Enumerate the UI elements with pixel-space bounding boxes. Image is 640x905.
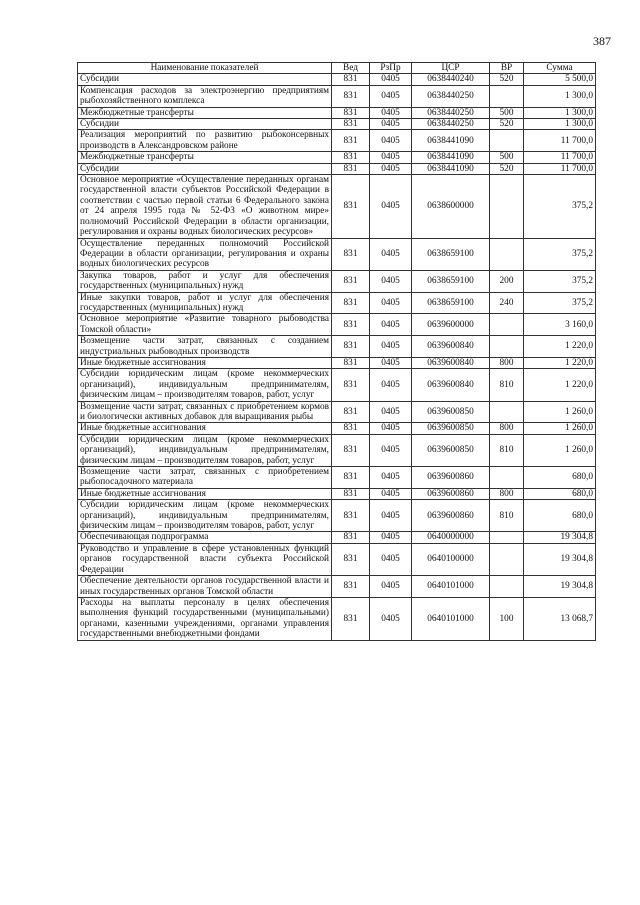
cell-name: Руководство и управление в сфере установленных функций органов государственной власти субъекта Российской Федерации (78, 543, 332, 575)
cell-name: Субсидии юридическим лицам (кроме некоммерческих организаций), индивидуальным предпринимателям, физическим лицам – производителям товаров, работ, услуг (78, 500, 332, 532)
cell-sum: 1 260,0 (524, 401, 596, 423)
table-row (78, 543, 596, 575)
cell-vr: 810 (490, 369, 524, 401)
table-row (78, 74, 596, 85)
cell-sum: 1 220,0 (524, 369, 596, 401)
cell-sum: 5 500,0 (524, 74, 596, 85)
column-header-csr: ЦСР (412, 63, 490, 74)
cell-rzpr: 0405 (370, 576, 412, 598)
cell-rzpr: 0405 (370, 163, 412, 174)
cell-rzpr: 0405 (370, 292, 412, 314)
cell-ved: 831 (332, 238, 370, 270)
cell-ved: 831 (332, 85, 370, 107)
table-row (78, 369, 596, 401)
cell-ved: 831 (332, 152, 370, 163)
cell-sum: 19 304,8 (524, 543, 596, 575)
cell-name: Компенсация расходов за электроэнергию предприятиям рыбохозяйственного комплекса (78, 85, 332, 107)
cell-ved: 831 (332, 597, 370, 640)
cell-rzpr: 0405 (370, 357, 412, 368)
cell-ved: 831 (332, 467, 370, 489)
cell-name: Межбюджетные трансферты (78, 152, 332, 163)
table-row (78, 107, 596, 118)
column-header-rzpr: РзПр (370, 63, 412, 74)
cell-vr (490, 576, 524, 598)
cell-ved: 831 (332, 488, 370, 499)
budget-table (77, 62, 596, 641)
cell-ved: 831 (332, 119, 370, 130)
cell-sum: 1 220,0 (524, 336, 596, 358)
table-body (78, 74, 596, 640)
cell-ved: 831 (332, 576, 370, 598)
cell-sum: 680,0 (524, 488, 596, 499)
table-row (78, 576, 596, 598)
cell-rzpr: 0405 (370, 532, 412, 543)
cell-rzpr: 0405 (370, 314, 412, 336)
cell-vr (490, 130, 524, 152)
cell-ved: 831 (332, 369, 370, 401)
cell-sum: 1 220,0 (524, 357, 596, 368)
cell-name: Субсидии (78, 163, 332, 174)
cell-sum: 680,0 (524, 467, 596, 489)
cell-name: Субсидии (78, 119, 332, 130)
table-row (78, 401, 596, 423)
cell-rzpr: 0405 (370, 434, 412, 466)
cell-vr: 810 (490, 500, 524, 532)
cell-csr: 0638600000 (412, 175, 490, 238)
cell-csr: 0640100000 (412, 543, 490, 575)
cell-name: Основное мероприятие «Осуществление переданных органам государственной власти субъектов Российской Федерации в соответствии с частью первой статьи 6 Федерального закона от 24 апреля 1995 года № 52-ФЗ «О животном мире» полномочий Российской Федерации в области организации, регулирования и охраны водных биологических ресурсов» (78, 175, 332, 238)
cell-name: Расходы на выплаты персоналу в целях обеспечения выполнения функций государственными (муниципальными) органами, казенными учреждениями, органами управления государственными внебюджетными фондами (78, 597, 332, 640)
cell-rzpr: 0405 (370, 130, 412, 152)
cell-ved: 831 (332, 500, 370, 532)
cell-csr: 0639600860 (412, 488, 490, 499)
cell-rzpr: 0405 (370, 336, 412, 358)
cell-csr: 0638440250 (412, 119, 490, 130)
cell-name: Реализация мероприятий по развитию рыбоконсервных производств в Александровском районе (78, 130, 332, 152)
cell-csr: 0638441090 (412, 163, 490, 174)
cell-name: Межбюджетные трансферты (78, 107, 332, 118)
cell-ved: 831 (332, 107, 370, 118)
cell-csr: 0640101000 (412, 597, 490, 640)
cell-rzpr: 0405 (370, 500, 412, 532)
cell-name: Обеспечивающая подпрограмма (78, 532, 332, 543)
cell-vr (490, 467, 524, 489)
cell-vr: 500 (490, 152, 524, 163)
cell-csr: 0639600860 (412, 500, 490, 532)
column-header-vr: ВР (490, 63, 524, 74)
cell-csr: 0638441090 (412, 130, 490, 152)
cell-csr: 0638440250 (412, 107, 490, 118)
table-row (78, 434, 596, 466)
cell-sum: 1 300,0 (524, 85, 596, 107)
table-row (78, 488, 596, 499)
cell-rzpr: 0405 (370, 152, 412, 163)
page-number: 387 (593, 34, 611, 48)
cell-csr: 0639600840 (412, 336, 490, 358)
cell-vr: 500 (490, 107, 524, 118)
cell-ved: 831 (332, 336, 370, 358)
cell-sum: 680,0 (524, 500, 596, 532)
cell-rzpr: 0405 (370, 119, 412, 130)
cell-ved: 831 (332, 74, 370, 85)
table-row (78, 130, 596, 152)
cell-rzpr: 0405 (370, 401, 412, 423)
cell-name: Закупка товаров, работ и услуг для обеспечения государственных (муниципальных) нужд (78, 270, 332, 292)
column-header-name: Наименование показателей (78, 63, 332, 74)
cell-vr: 100 (490, 597, 524, 640)
cell-vr (490, 336, 524, 358)
cell-csr: 0638659100 (412, 292, 490, 314)
cell-name: Субсидии (78, 74, 332, 85)
cell-csr: 0640000000 (412, 532, 490, 543)
cell-ved: 831 (332, 130, 370, 152)
cell-sum: 19 304,8 (524, 532, 596, 543)
table-row (78, 336, 596, 358)
table-row (78, 152, 596, 163)
cell-name: Субсидии юридическим лицам (кроме некоммерческих организаций), индивидуальным предпринимателям, физическим лицам – производителям товаров, работ, услуг (78, 434, 332, 466)
cell-rzpr: 0405 (370, 85, 412, 107)
cell-ved: 831 (332, 292, 370, 314)
cell-csr: 0639600840 (412, 357, 490, 368)
cell-ved: 831 (332, 532, 370, 543)
cell-vr: 800 (490, 423, 524, 434)
cell-name: Осуществление переданных полномочий Российской Федерации в области организации, регулирования и охраны водных биологических ресурсов (78, 238, 332, 270)
cell-rzpr: 0405 (370, 488, 412, 499)
cell-rzpr: 0405 (370, 74, 412, 85)
cell-sum: 375,2 (524, 175, 596, 238)
cell-csr: 0639600840 (412, 369, 490, 401)
cell-csr: 0639600850 (412, 434, 490, 466)
cell-name: Возмещение части затрат, связанных с приобретением кормов и биологически активных добавок для выращивания рыбы (78, 401, 332, 423)
cell-csr: 0639600850 (412, 401, 490, 423)
column-header-ved: Вед (332, 63, 370, 74)
table-row (78, 163, 596, 174)
table-row (78, 119, 596, 130)
cell-ved: 831 (332, 423, 370, 434)
cell-rzpr: 0405 (370, 597, 412, 640)
cell-sum: 375,2 (524, 238, 596, 270)
cell-vr: 800 (490, 488, 524, 499)
cell-vr: 810 (490, 434, 524, 466)
cell-vr: 800 (490, 357, 524, 368)
table-row (78, 357, 596, 368)
table-row (78, 175, 596, 238)
cell-rzpr: 0405 (370, 423, 412, 434)
cell-ved: 831 (332, 543, 370, 575)
cell-csr: 0639600000 (412, 314, 490, 336)
cell-vr: 240 (490, 292, 524, 314)
cell-rzpr: 0405 (370, 467, 412, 489)
cell-vr (490, 85, 524, 107)
cell-vr (490, 543, 524, 575)
cell-name: Иные бюджетные ассигнования (78, 423, 332, 434)
cell-name: Иные бюджетные ассигнования (78, 357, 332, 368)
cell-sum: 375,2 (524, 270, 596, 292)
cell-csr: 0638440240 (412, 74, 490, 85)
cell-name: Основное мероприятие «Развитие товарного рыбоводства Томской области» (78, 314, 332, 336)
cell-sum: 1 260,0 (524, 423, 596, 434)
table-row (78, 532, 596, 543)
cell-csr: 0638659100 (412, 270, 490, 292)
table-row (78, 85, 596, 107)
cell-csr: 0638441090 (412, 152, 490, 163)
cell-rzpr: 0405 (370, 543, 412, 575)
cell-csr: 0640101000 (412, 576, 490, 598)
cell-ved: 831 (332, 401, 370, 423)
cell-sum: 19 304,8 (524, 576, 596, 598)
cell-sum: 11 700,0 (524, 130, 596, 152)
cell-name: Обеспечение деятельности органов государственной власти и иных государственных органов Томской области (78, 576, 332, 598)
table-row (78, 270, 596, 292)
column-header-sum: Сумма (524, 63, 596, 74)
cell-rzpr: 0405 (370, 270, 412, 292)
table-row (78, 314, 596, 336)
cell-ved: 831 (332, 175, 370, 238)
cell-name: Возмещение части затрат, связанных с приобретением рыбопосадочного материала (78, 467, 332, 489)
table-row (78, 467, 596, 489)
cell-vr (490, 175, 524, 238)
table-row (78, 423, 596, 434)
cell-name: Возмещение части затрат, связанных с созданием индустриальных рыбоводных производств (78, 336, 332, 358)
cell-sum: 3 160,0 (524, 314, 596, 336)
table-row (78, 238, 596, 270)
cell-csr: 0638440250 (412, 85, 490, 107)
cell-vr (490, 314, 524, 336)
table-header-row (78, 63, 596, 74)
cell-name: Иные закупки товаров, работ и услуг для обеспечения государственных (муниципальных) нужд (78, 292, 332, 314)
cell-csr: 0639600860 (412, 467, 490, 489)
cell-vr (490, 238, 524, 270)
cell-sum: 1 300,0 (524, 107, 596, 118)
table-row (78, 597, 596, 640)
cell-ved: 831 (332, 270, 370, 292)
cell-name: Иные бюджетные ассигнования (78, 488, 332, 499)
cell-sum: 1 260,0 (524, 434, 596, 466)
cell-vr: 200 (490, 270, 524, 292)
cell-sum: 1 300,0 (524, 119, 596, 130)
cell-csr: 0639600850 (412, 423, 490, 434)
cell-vr (490, 532, 524, 543)
table-row (78, 292, 596, 314)
cell-rzpr: 0405 (370, 369, 412, 401)
cell-rzpr: 0405 (370, 107, 412, 118)
cell-name: Субсидии юридическим лицам (кроме некоммерческих организаций), индивидуальным предпринимателям, физическим лицам – производителям товаров, работ, услуг (78, 369, 332, 401)
cell-ved: 831 (332, 314, 370, 336)
cell-vr: 520 (490, 119, 524, 130)
cell-ved: 831 (332, 357, 370, 368)
cell-rzpr: 0405 (370, 238, 412, 270)
cell-csr: 0638659100 (412, 238, 490, 270)
table-row (78, 500, 596, 532)
cell-sum: 375,2 (524, 292, 596, 314)
cell-ved: 831 (332, 434, 370, 466)
cell-rzpr: 0405 (370, 175, 412, 238)
cell-sum: 13 068,7 (524, 597, 596, 640)
cell-ved: 831 (332, 163, 370, 174)
cell-sum: 11 700,0 (524, 163, 596, 174)
cell-sum: 11 700,0 (524, 152, 596, 163)
cell-vr (490, 401, 524, 423)
cell-vr: 520 (490, 74, 524, 85)
cell-vr: 520 (490, 163, 524, 174)
